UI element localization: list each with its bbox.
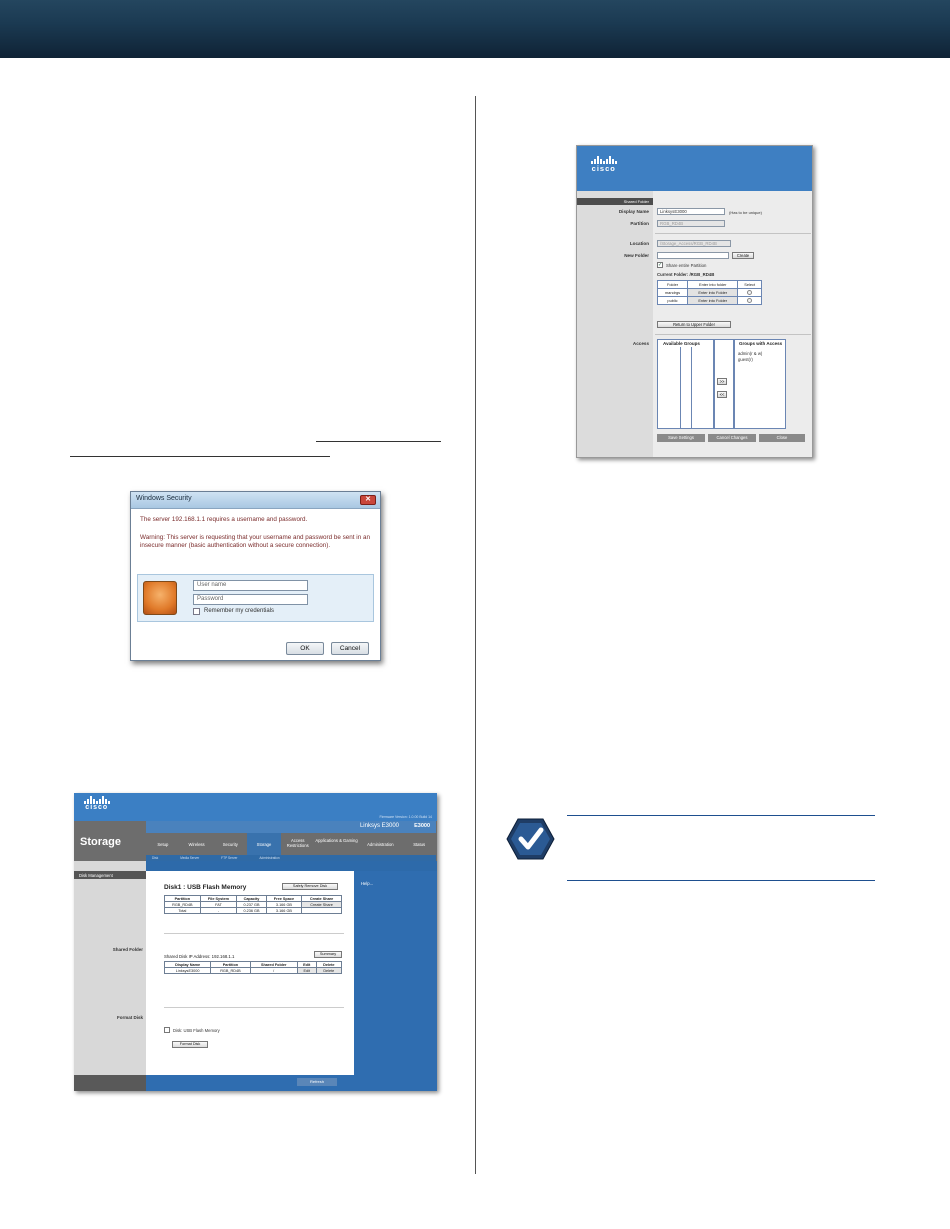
table-cell: public <box>658 297 688 305</box>
password-input[interactable]: Password <box>193 594 308 605</box>
cancel-button[interactable]: Cancel <box>331 642 369 655</box>
tab-setup[interactable]: Setup <box>157 842 169 847</box>
table-cell: RGB_RD4B <box>211 968 250 974</box>
share-entire-checkbox[interactable]: ✓ <box>658 262 663 268</box>
table-header: Enter into folder <box>688 281 738 289</box>
table-header: File System <box>200 896 237 902</box>
table-header: Delete <box>316 962 341 968</box>
return-upper-folder-button[interactable]: Return to Upper Folder <box>657 321 731 328</box>
table-cell: 3.166 GB <box>266 902 301 908</box>
tab-storage[interactable]: Storage <box>247 833 281 855</box>
subnav-administration[interactable]: Administration <box>259 856 280 860</box>
ok-button[interactable]: OK <box>286 642 324 655</box>
table-cell: FAT <box>200 902 237 908</box>
table-cell: 3.166 GB <box>266 908 301 914</box>
create-button[interactable]: Create <box>732 252 754 259</box>
shared-folder-dialog <box>576 145 813 458</box>
group-item[interactable]: guest(r) <box>738 357 753 362</box>
left-nav <box>74 861 146 1091</box>
partition-input: RGB_RD4B <box>657 220 725 227</box>
access-label: Access <box>632 341 649 346</box>
subnav-ftp-server[interactable]: FTP Server <box>221 856 238 860</box>
divider <box>655 233 811 234</box>
format-disk-checkbox[interactable] <box>164 1027 170 1033</box>
windows-security-dialog <box>130 491 381 661</box>
group-item[interactable]: admin(r & w) <box>738 351 763 356</box>
select-radio[interactable] <box>738 297 762 305</box>
table-header: Partition <box>165 896 201 902</box>
create-share-button[interactable]: Create Share <box>302 902 342 908</box>
display-name-input[interactable]: LinksysE3000 <box>657 208 725 215</box>
display-name-label: Display Name <box>618 209 649 214</box>
subnav-media-server[interactable]: Media Server <box>180 856 200 860</box>
table-header: Select <box>738 281 762 289</box>
page-header-banner <box>0 0 950 58</box>
note-rule-bottom <box>567 880 875 881</box>
cisco-wordmark: cisco <box>591 164 616 173</box>
page-footer <box>146 1075 354 1091</box>
dialog-message: The server 192.168.1.1 requires a username and password. <box>140 516 308 523</box>
label-column <box>577 191 653 458</box>
table-cell: mandrgs <box>658 289 688 297</box>
new-folder-label: New Folder <box>624 253 649 258</box>
display-name-note: (Has to be unique) <box>729 210 762 215</box>
format-disk-label: Disk: USB Flash Memory <box>173 1028 220 1033</box>
safely-remove-button[interactable]: Safely Remove Disk <box>282 883 338 890</box>
help-link[interactable]: Help... <box>361 881 374 886</box>
location-label: Location <box>629 241 649 246</box>
table-cell <box>302 908 342 914</box>
enter-folder-button[interactable]: Enter into Folder <box>688 289 738 297</box>
tab-status[interactable]: Status <box>413 842 426 847</box>
cisco-logo <box>591 156 617 173</box>
cisco-wordmark: cisco <box>85 804 109 811</box>
divider <box>655 334 811 335</box>
tab-security[interactable]: Security <box>222 842 238 847</box>
location-input: /Storage_Access/RGB_RD4B <box>657 240 731 247</box>
table-cell: / <box>250 968 297 974</box>
tab-applications-gaming[interactable]: Applications & Gaming <box>315 838 358 843</box>
storage-content <box>146 871 354 1075</box>
storage-page-screenshot <box>74 793 437 1091</box>
cisco-topbar <box>74 793 437 821</box>
refresh-button[interactable]: Refresh <box>297 1078 337 1086</box>
user-avatar-icon <box>143 581 177 615</box>
dialog-titlebar <box>131 492 380 509</box>
column-divider <box>475 96 476 1174</box>
new-folder-input[interactable] <box>657 252 729 259</box>
tab-wireless[interactable]: Wireless <box>188 842 205 847</box>
table-row <box>165 908 342 914</box>
table-header: Shared Folder <box>250 962 297 968</box>
table-cell: RGB_RD4B <box>165 902 201 908</box>
underline-rule <box>316 441 441 442</box>
table-cell: - <box>200 908 237 914</box>
table-header: Capacity <box>237 896 266 902</box>
section-disk-management: Disk Management <box>74 871 146 879</box>
table-row <box>658 297 762 305</box>
table-header: Folder <box>658 281 688 289</box>
cisco-logo <box>84 796 110 811</box>
table-header: Partition <box>211 962 250 968</box>
section-header: Shared Folder <box>577 198 653 205</box>
credential-area <box>137 574 374 622</box>
save-settings-button[interactable]: Save Settings <box>657 434 705 442</box>
table-header: Create Share <box>302 896 342 902</box>
underline-rule <box>70 456 330 457</box>
sub-nav <box>146 855 436 861</box>
note-checkmark-icon <box>506 818 555 860</box>
divider <box>164 1007 344 1008</box>
table-cell: 0.236 GB <box>237 908 266 914</box>
table-header: Display Name <box>165 962 211 968</box>
groups-with-access-header: Groups with Access <box>739 341 783 346</box>
close-icon[interactable]: ✕ <box>360 495 376 505</box>
table-cell: 0.237 GB <box>237 902 266 908</box>
cancel-changes-button[interactable]: Cancel Changes <box>708 434 756 442</box>
current-folder: Current Folder: /RGB_RD4B <box>657 272 715 277</box>
tab-administration[interactable]: Administration <box>367 842 394 847</box>
table-row <box>165 968 342 974</box>
share-table <box>164 961 342 974</box>
partition-label: Partition <box>630 221 649 226</box>
help-panel <box>354 871 437 1091</box>
remove-group-button[interactable]: << <box>717 391 727 398</box>
model-number: E3000 <box>414 823 430 829</box>
table-row <box>658 289 762 297</box>
firmware-version: Firmware Version: 1.0.00 Build 14 <box>379 815 432 819</box>
section-shared-folder: Shared Folder <box>112 947 143 952</box>
main-tabs <box>146 833 436 855</box>
available-groups-header: Available Groups <box>663 341 700 346</box>
shared-ip: Shared Disk IP Address: 192.168.1.1 <box>164 954 235 959</box>
remember-checkbox[interactable] <box>193 608 200 615</box>
tab-access-restrictions[interactable]: Access Restrictions <box>286 838 309 848</box>
remember-label: Remember my credentials <box>204 608 275 614</box>
table-cell: LinksysE3000 <box>165 968 211 974</box>
product-name: Linksys E3000 <box>359 823 399 829</box>
enter-folder-button[interactable]: Enter into Folder <box>688 297 738 305</box>
available-groups-scrollbar[interactable] <box>680 347 692 429</box>
delete-button[interactable]: Delete <box>316 968 341 974</box>
username-input[interactable]: User name <box>193 580 308 591</box>
table-header: Edit <box>297 962 316 968</box>
folder-table <box>657 280 762 305</box>
table-header: Free Space <box>266 896 301 902</box>
divider <box>164 933 344 934</box>
format-disk-button[interactable]: Format Disk <box>172 1041 208 1048</box>
table-cell: Total <box>165 908 201 914</box>
select-radio[interactable] <box>738 289 762 297</box>
edit-button[interactable]: Edit <box>297 968 316 974</box>
add-group-button[interactable]: >> <box>717 378 727 385</box>
close-button[interactable]: Close <box>759 434 805 442</box>
section-format-disk: Format Disk <box>116 1015 143 1020</box>
cisco-topbar <box>577 146 813 191</box>
dialog-warning: Warning: This server is requesting that your username and password be sent in an insecure manner (basic authentication without a secure connection). <box>140 534 370 549</box>
page-title: Storage <box>80 836 121 848</box>
dialog-title: Windows Security <box>136 495 192 502</box>
summary-button[interactable]: Summary <box>314 951 342 958</box>
note-rule-top <box>567 815 875 816</box>
left-footer <box>74 1075 146 1091</box>
disk-title: Disk1 : USB Flash Memory <box>164 884 247 891</box>
share-entire-label: Share entire Partition <box>666 263 707 268</box>
subnav-disk[interactable]: Disk <box>152 856 159 860</box>
disk-table <box>164 895 342 914</box>
